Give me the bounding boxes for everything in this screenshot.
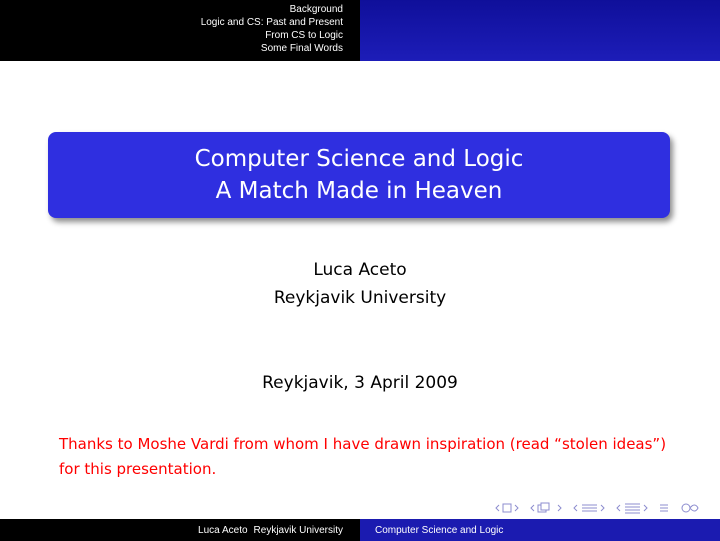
nav-frame-prev-icon[interactable] [495,502,521,514]
nav-section-logic-and-cs[interactable]: Logic and CS: Past and Present [200,17,343,28]
slide-title: Computer Science and Logic [194,146,524,172]
author-name: Luca Aceto [313,260,407,280]
footer-author-panel [0,519,360,541]
title-block [48,132,670,218]
acknowledgement-text: Thanks to Moshe Vardi from whom I have drawn inspiration (read “stolen ideas”) for this presentation. [59,435,667,478]
nav-search-icon[interactable] [678,502,700,514]
footer-title: Computer Science and Logic [375,524,504,536]
nav-align-icon[interactable] [659,502,669,514]
presentation-date: Reykjavik, 3 April 2009 [262,373,458,393]
nav-section-from-cs-to-logic[interactable]: From CS to Logic [265,30,343,41]
footer-title-panel [360,519,720,541]
headline-right-panel [360,0,720,61]
section-navigation [0,0,360,61]
footline-bar [0,519,720,541]
nav-subsection-icon[interactable] [530,502,564,514]
nav-section-final-words[interactable]: Some Final Words [260,43,343,54]
nav-document-icon[interactable] [616,502,650,514]
slide-subtitle: A Match Made in Heaven [215,178,503,204]
footer-author: Luca Aceto [198,524,248,536]
headline-bar [0,0,720,61]
beamer-navigation-symbols [495,499,700,517]
nav-section-icon[interactable] [573,502,607,514]
nav-section-background[interactable]: Background [289,4,343,15]
footer-institute: Reykjavik University [253,524,343,536]
author-institute: Reykjavik University [273,288,447,308]
